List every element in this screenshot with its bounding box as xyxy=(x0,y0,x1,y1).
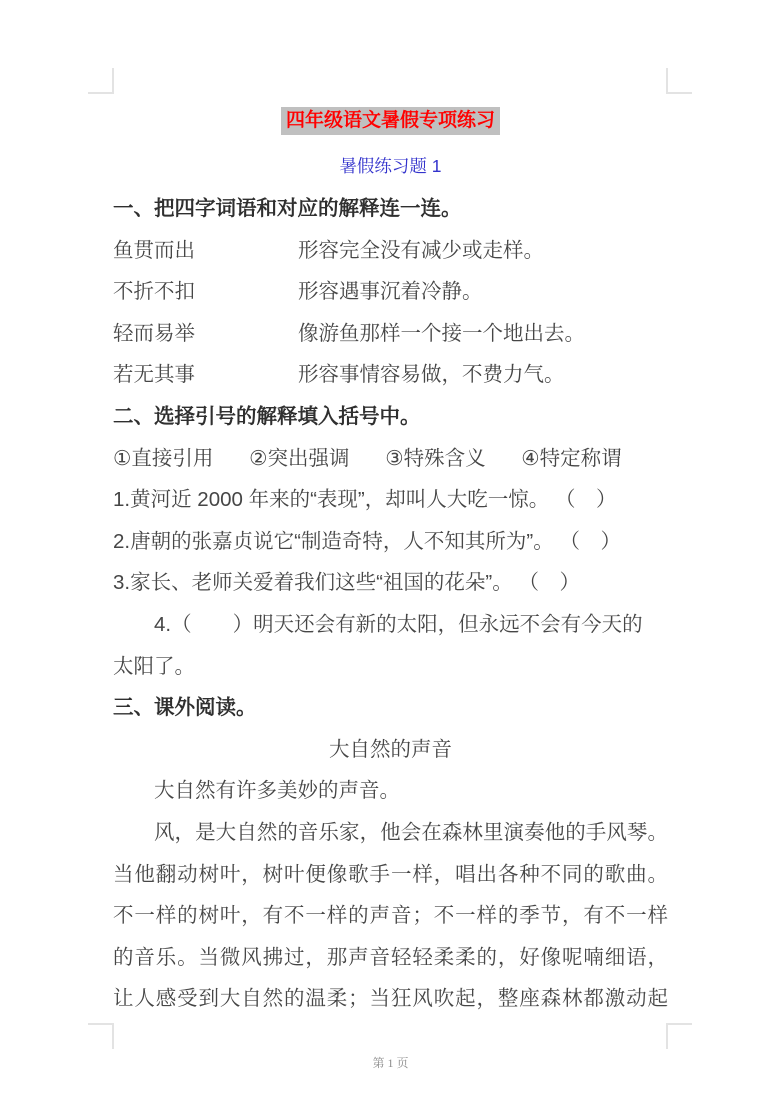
option-1: ①直接引用 xyxy=(113,446,214,470)
section-2-heading: 二、选择引号的解释填入括号中。 xyxy=(113,404,421,428)
passage-line: 让人感受到大自然的温柔；当狂风吹起，整座森林都激动起 xyxy=(113,987,668,1011)
matching-term: 轻而易举 xyxy=(113,321,195,345)
matching-term: 若无其事 xyxy=(113,363,195,387)
document-title: 四年级语文暑假专项练习 xyxy=(281,107,500,135)
question-4-line-1: 4.（ ）明天还会有新的太阳，但永远不会有今天的 xyxy=(154,612,643,636)
question-1: 1.黄河近 2000 年来的“表现”，却叫人大吃一惊。 （ ） xyxy=(113,488,617,512)
passage-line: 的音乐。当微风拂过，那声音轻轻柔柔的，好像呢喃细语， xyxy=(113,945,668,969)
matching-definition: 像游鱼那样一个接一个地出去。 xyxy=(298,321,585,345)
question-2: 2.唐朝的张嘉贞说它“制造奇特，人不知其所为”。 （ ） xyxy=(113,529,621,553)
option-3: ③特殊含义 xyxy=(385,446,486,470)
matching-definition: 形容完全没有减少或走样。 xyxy=(298,238,544,262)
quote-options-row xyxy=(113,438,668,480)
question-4-line-2: 太阳了。 xyxy=(113,654,195,678)
section-1-heading: 一、把四字词语和对应的解释连一连。 xyxy=(113,197,462,220)
document-body xyxy=(113,96,668,1020)
matching-row xyxy=(113,313,668,355)
matching-row xyxy=(113,354,668,396)
question-3: 3.家长、老师关爱着我们这些“祖国的花朵”。 （ ） xyxy=(113,571,580,595)
exercise-set-subtitle: 暑假练习题 1 xyxy=(339,156,442,176)
passage-line: 当他翻动树叶，树叶便像歌手一样，唱出各种不同的歌曲。 xyxy=(113,862,668,886)
passage-line: 不一样的树叶，有不一样的声音；不一样的季节，有不一样 xyxy=(113,904,668,928)
page-number: 第 1 页 xyxy=(372,1056,409,1070)
option-2: ②突出强调 xyxy=(249,446,350,470)
passage-title: 大自然的声音 xyxy=(329,737,452,761)
crop-mark-top-left xyxy=(88,68,114,94)
passage-paragraph-1: 大自然有许多美妙的声音。 xyxy=(154,779,400,803)
matching-row xyxy=(113,271,668,313)
option-4: ④特定称谓 xyxy=(521,446,622,470)
matching-definition: 形容遇事沉着冷静。 xyxy=(298,280,483,304)
matching-definition: 形容事情容易做，不费力气。 xyxy=(298,363,565,387)
matching-term: 鱼贯而出 xyxy=(113,238,195,262)
subtitle-row xyxy=(113,144,668,188)
matching-term: 不折不扣 xyxy=(113,280,195,304)
section-3-heading: 三、课外阅读。 xyxy=(113,696,257,720)
passage-line: 风，是大自然的音乐家，他会在森林里演奏他的手风琴。 xyxy=(154,820,668,844)
crop-mark-top-right xyxy=(666,68,692,94)
crop-mark-bottom-left xyxy=(88,1023,114,1049)
crop-mark-bottom-right xyxy=(666,1023,692,1049)
title-row xyxy=(113,96,668,144)
matching-row xyxy=(113,230,668,272)
